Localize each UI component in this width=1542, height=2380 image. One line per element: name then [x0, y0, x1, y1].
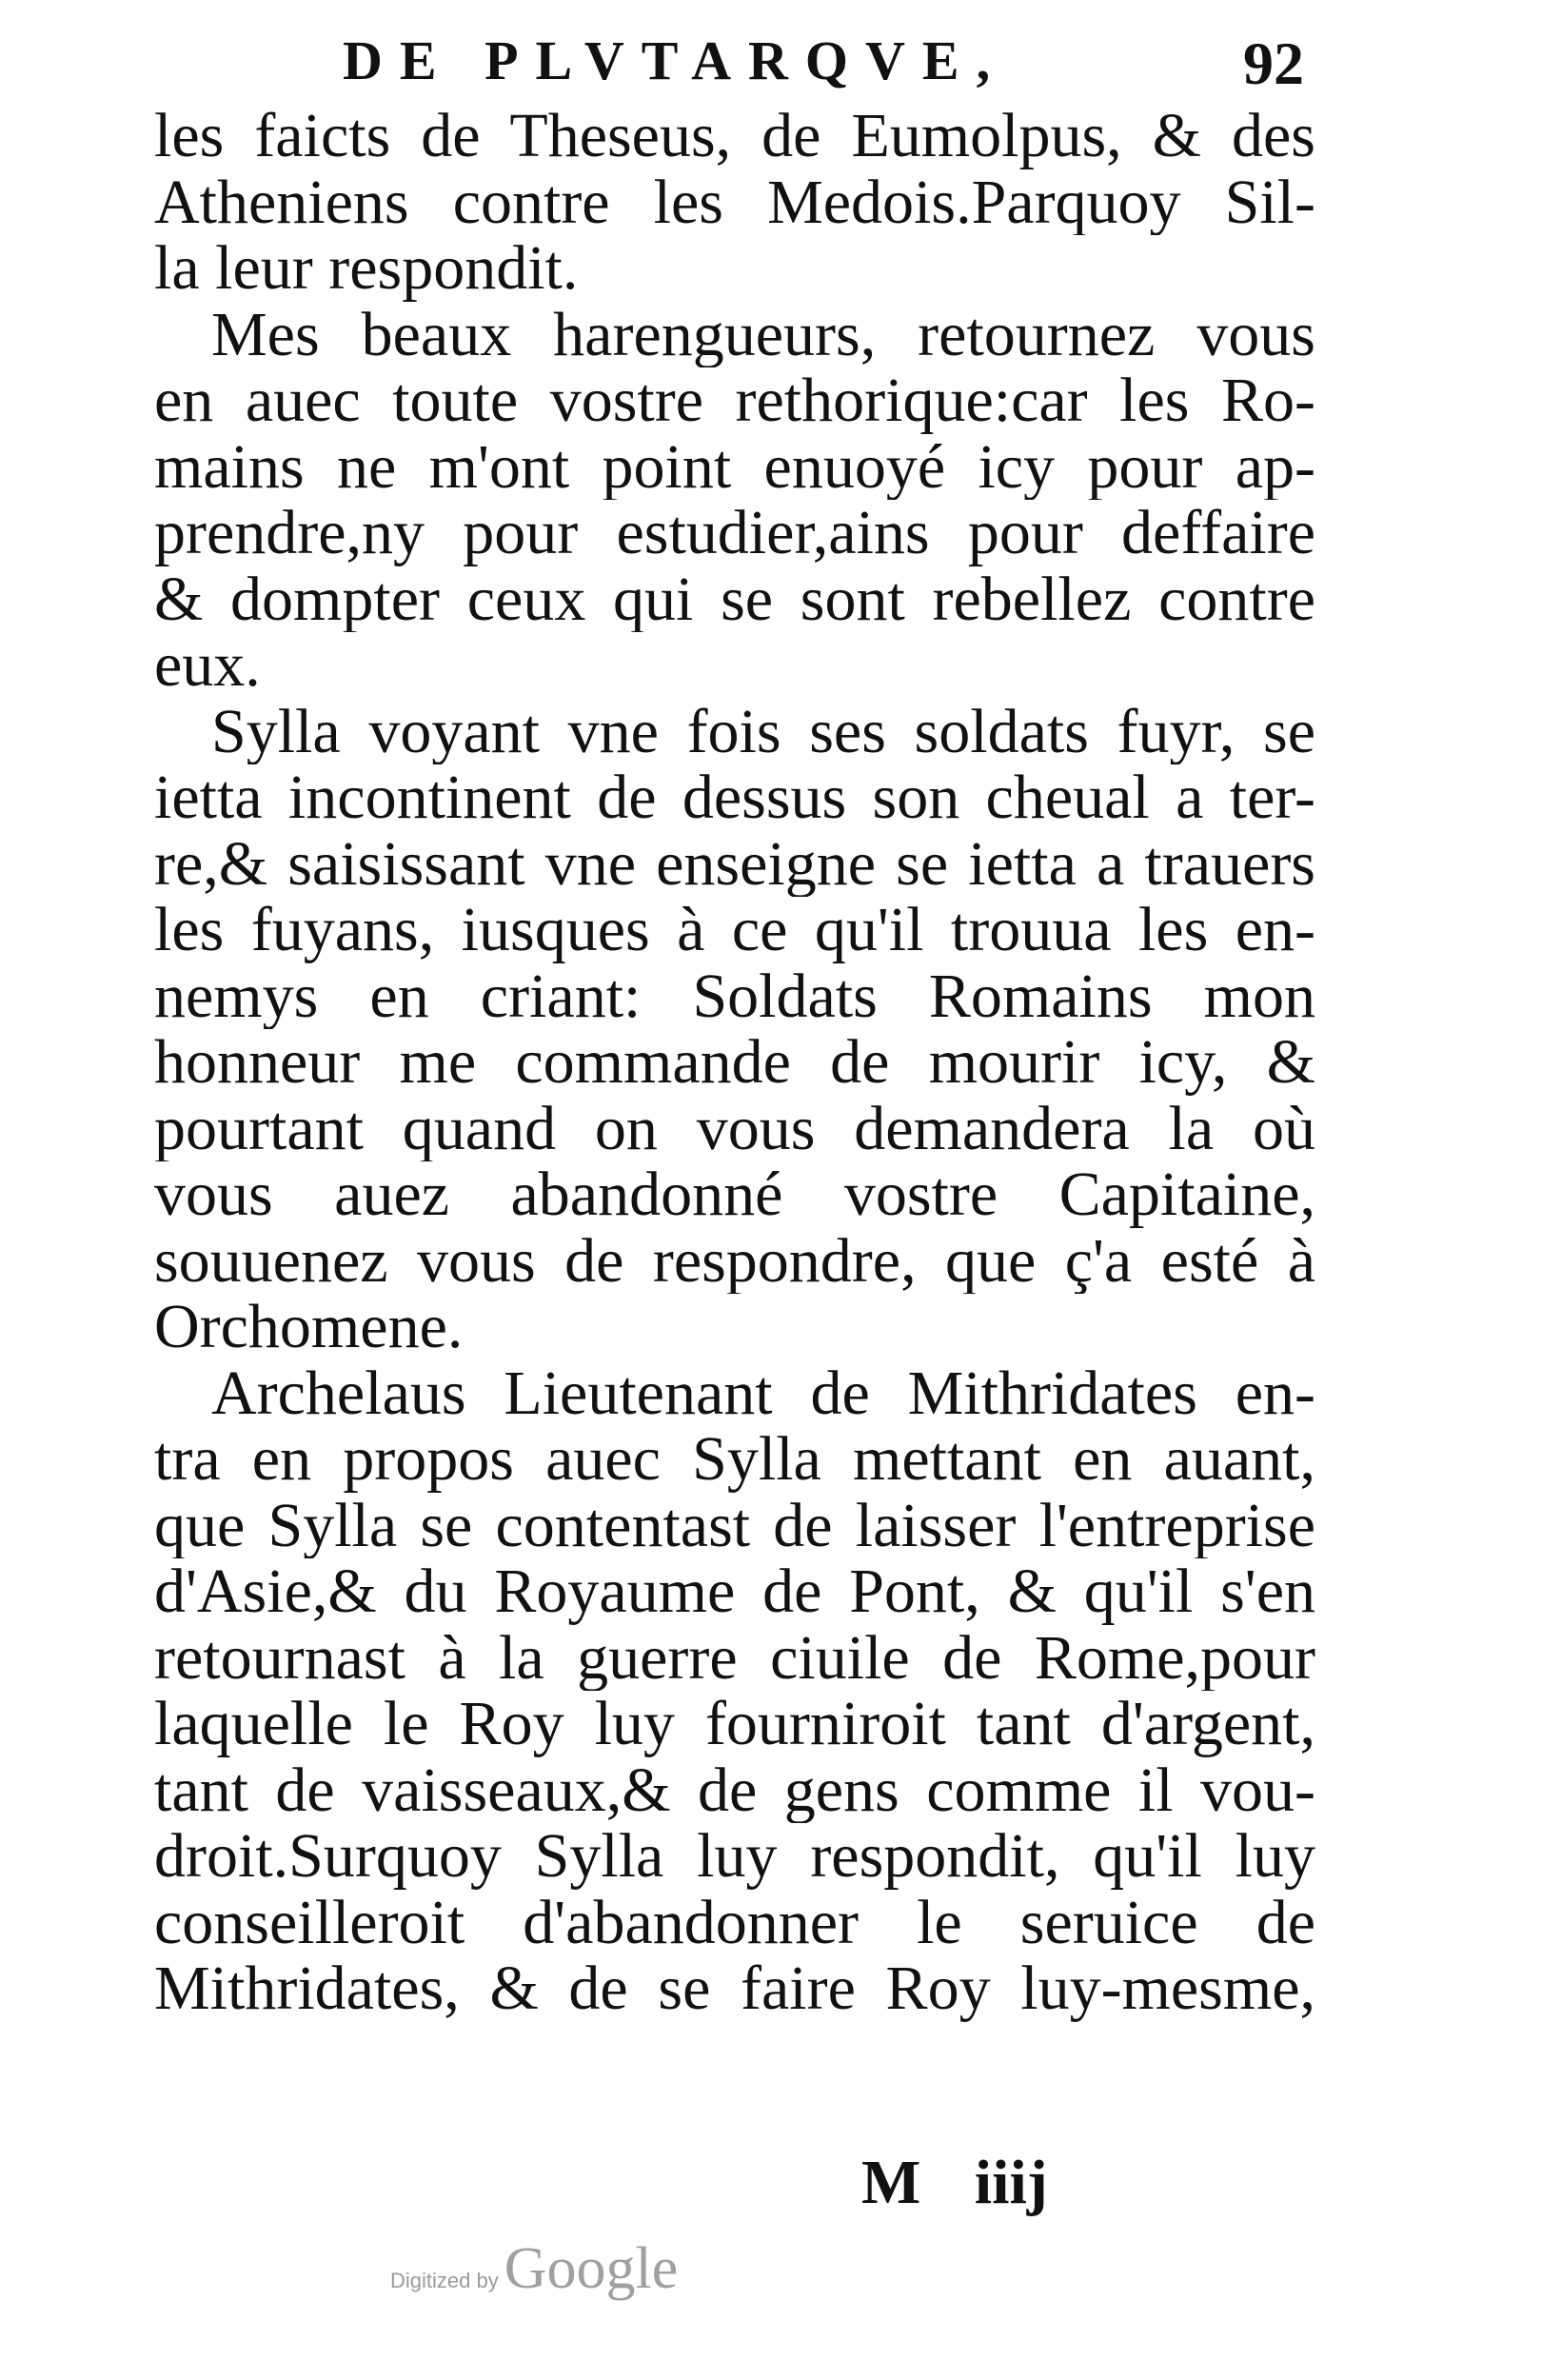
text-line: en auec toute vostre rethorique:car les Ro- — [154, 367, 1315, 434]
text-line: mains ne m'ont point enuoyé icy pour ap- — [154, 433, 1315, 500]
text-line: & dompter ceux qui se sont rebellez contre — [154, 565, 1315, 632]
text-line: Sylla voyant vne fois ses soldats fuyr, se — [211, 698, 1315, 764]
digitized-watermark — [390, 2235, 678, 2303]
text-line: vous auez abandonné vostre Capitaine, — [154, 1161, 1315, 1228]
digitized-by-label: Digitized by — [390, 2269, 499, 2292]
text-line: honneur me commande de mourir icy, & — [154, 1029, 1315, 1096]
text-line: les faicts de Theseus, de Eumolpus, & des — [154, 103, 1315, 169]
text-line: prendre,ny pour estudier,ains pour deffaire — [154, 500, 1315, 566]
text-line: pourtant quand on vous demandera la où — [154, 1095, 1315, 1161]
text-line: retournast à la guerre ciuile de Rome,pour — [154, 1624, 1315, 1691]
text-line: tant de vaisseaux,& de gens comme il vou- — [154, 1756, 1315, 1823]
page-header — [343, 29, 1304, 105]
text-line: d'Asie,& du Royaume de Pont, & qu'il s'en — [154, 1558, 1315, 1625]
text-line: Atheniens contre les Medois.Parquoy Sil- — [154, 169, 1315, 235]
text-line: souuenez vous de respondre, que ç'a esté à — [154, 1227, 1315, 1294]
text-line: Mes beaux harengueurs, retournez vous — [211, 301, 1315, 367]
text-line: ietta incontinent de dessus son cheual a ter- — [154, 764, 1315, 831]
body-text — [154, 103, 1315, 2022]
text-line: Mithridates, & de se faire Roy luy-mesme, — [154, 1955, 1315, 2022]
text-line: laquelle le Roy luy fourniroit tant d'argent, — [154, 1691, 1315, 1757]
page-number: 92 — [1243, 30, 1304, 97]
text-line: Orchomene. — [154, 1294, 464, 1360]
text-line: conseilleroit d'abandonner le seruice de — [154, 1889, 1315, 1955]
text-line: les fuyans, iusques à ce qu'il trouua les en- — [154, 897, 1315, 963]
signature-mark: M iiij — [861, 2148, 1048, 2217]
text-line: nemys en criant: Soldats Romains mon — [154, 962, 1315, 1029]
running-title: DE PLVTARQVE, — [343, 30, 1008, 91]
text-line: eux. — [154, 632, 261, 699]
text-line: Archelaus Lieutenant de Mithridates en- — [211, 1359, 1315, 1426]
text-line: re,& saisissant vne enseigne se ietta a trauers — [154, 830, 1315, 897]
text-line: tra en propos auec Sylla mettant en auant, — [154, 1426, 1315, 1493]
text-line: droit.Surquoy Sylla luy respondit, qu'il luy — [154, 1823, 1315, 1890]
google-logo: Google — [504, 2236, 679, 2301]
text-line: la leur respondit. — [154, 235, 579, 302]
text-line: que Sylla se contentast de laisser l'entreprise — [154, 1492, 1315, 1558]
